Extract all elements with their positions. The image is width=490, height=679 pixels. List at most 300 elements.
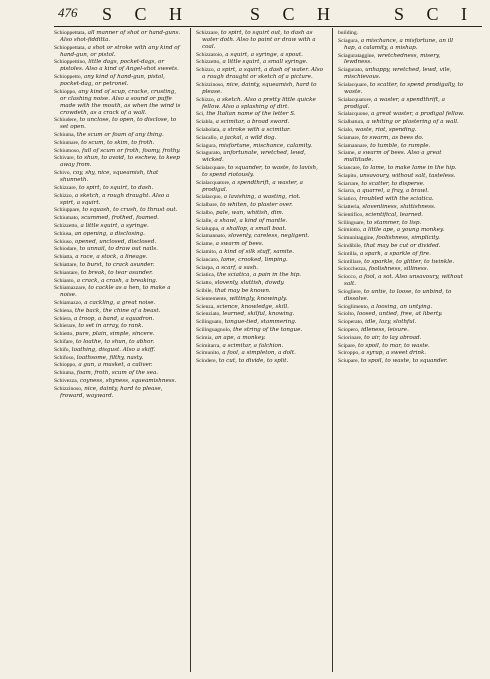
dictionary-entry	[54, 270, 183, 277]
entry-headword: Scimitarra,	[196, 342, 221, 349]
entry-definition: little dags, pocket-dags, or pistoles. Also a kind of Angel-shot sweets.	[60, 59, 179, 73]
dictionary-entry	[196, 119, 325, 126]
running-head-right: S C I	[394, 4, 477, 24]
entry-definition: to swarm, as bees do.	[362, 134, 424, 141]
dictionary-entry	[338, 38, 467, 52]
entry-definition: unsavoury, without salt, tasteless.	[359, 172, 456, 179]
entry-headword: Schiuma,	[54, 132, 75, 139]
entry-headword: Sciabolata,	[196, 126, 221, 133]
dictionary-entry	[196, 30, 325, 51]
entry-definition: scummed, frothed, foamed.	[81, 215, 159, 222]
entry-definition: to scum, to skim, to froth.	[81, 139, 155, 146]
entry-definition: coyness, shyness, squeamishness.	[79, 377, 177, 384]
dictionary-entry	[196, 272, 325, 279]
dictionary-entry	[196, 241, 325, 248]
dictionary-entry	[338, 135, 467, 142]
entry-headword: Sciupare,	[338, 358, 359, 365]
dictionary-entry	[338, 319, 467, 326]
entry-headword: Sciorinare,	[338, 334, 363, 341]
entry-definition: slovenliness, sluttishness.	[362, 203, 436, 210]
entry-headword: Schianto,	[54, 277, 75, 284]
dictionary-entry	[338, 212, 467, 219]
entry-definition: to squash, to crush, to thrust out.	[82, 207, 178, 214]
entry-headword: Scialuppa,	[196, 225, 220, 232]
entry-headword: Scintilla,	[338, 250, 359, 257]
entry-definition: the sciatica, a pain in the hip.	[216, 272, 302, 279]
dictionary-entry	[196, 319, 325, 326]
entry-headword: Schioppetto,	[54, 74, 83, 81]
dictionary-entry	[54, 246, 183, 253]
entry-definition: an ape, a monkey.	[214, 334, 266, 341]
entry-definition: opened, unclosed, disclosed.	[74, 238, 157, 245]
entry-headword: Schietto,	[54, 331, 74, 338]
entry-definition: a shawl, a kind of mantle.	[214, 217, 288, 224]
entry-definition: a crack, a crash, a breaking.	[76, 277, 158, 284]
entry-definition: foolishness, simplicity.	[376, 235, 440, 242]
entry-definition: pure, plain, simple, sincere.	[75, 331, 155, 338]
entry-definition: to spirt, to squirt, to dash.	[78, 184, 154, 191]
dictionary-entry	[338, 358, 467, 365]
entry-headword: Sciatico,	[338, 196, 358, 203]
entry-column-left	[54, 30, 183, 670]
column-divider	[190, 28, 191, 672]
entry-headword: Sciolto,	[338, 311, 356, 318]
dictionary-entry	[196, 97, 325, 111]
entry-definition: to tumble, to rumple.	[370, 142, 431, 149]
dictionary-entry	[338, 119, 467, 126]
dictionary-entry	[54, 347, 183, 354]
entry-definition: to untie, to loose, to unbind, to dissolve.	[344, 288, 452, 302]
dictionary-entry	[338, 350, 467, 357]
entry-headword: Sciancato,	[196, 256, 220, 263]
entry-headword: Scialacquone,	[338, 111, 370, 118]
dictionary-entry	[54, 170, 183, 184]
entry-definition: a shot or stroke with any kind of hand-gun, or pistol.	[60, 44, 180, 58]
entry-headword: Sciocchezza,	[338, 266, 368, 273]
entry-headword: Sciagurataggine,	[338, 52, 376, 59]
dictionary-entry	[338, 343, 467, 350]
entry-definition: loathsome, filthy, nasty.	[76, 354, 144, 361]
entry-definition: slovenly, sluttish, dowdy.	[214, 280, 285, 287]
dictionary-entry	[54, 378, 183, 385]
dictionary-entry	[54, 207, 183, 214]
entry-headword: Sciarra,	[338, 188, 356, 195]
entry-definition: to stammer, to lisp.	[366, 219, 422, 226]
entry-definition: that may be known.	[214, 287, 271, 294]
entry-headword: Sciamare,	[338, 134, 361, 141]
entry-headword: Schierare,	[54, 323, 77, 330]
dictionary-entry	[196, 67, 325, 81]
entry-headword: Schiudere,	[54, 117, 78, 124]
dictionary-entry	[54, 254, 183, 261]
dictionary-entry	[196, 202, 325, 209]
dictionary-entry	[338, 196, 467, 203]
entry-headword: Schivo,	[54, 170, 71, 177]
entry-headword: Schizzare,	[54, 184, 78, 191]
running-head-left: S C H	[102, 4, 192, 24]
entry-definition: scientifical, learned.	[365, 211, 424, 218]
header-rule	[54, 26, 482, 27]
entry-headword: Scialbo,	[196, 210, 215, 216]
entry-definition: lame, crooked, limping.	[220, 256, 288, 263]
entry-definition: the scum or foam of any thing.	[76, 132, 164, 139]
entry-headword: Schiuma,	[54, 370, 75, 377]
entry-headword: Schizzare,	[196, 30, 220, 36]
entry-headword: Sciopero,	[338, 326, 360, 333]
dictionary-entry	[338, 188, 467, 195]
entry-headword: Sciogliere,	[338, 288, 363, 295]
dictionary-entry	[54, 285, 183, 299]
dictionary-entry	[338, 220, 467, 227]
dictionary-entry	[338, 165, 467, 172]
dictionary-entry	[54, 30, 183, 44]
dictionary-entry	[196, 111, 325, 118]
entry-definition: troubled with the sciatica.	[359, 196, 434, 203]
dictionary-entry	[196, 165, 325, 179]
dictionary-entry	[338, 143, 467, 150]
entry-headword: Schiattare,	[54, 261, 78, 268]
dictionary-entry	[338, 67, 467, 81]
entry-definition: science, knowledge, skill.	[216, 303, 289, 310]
dictionary-entry	[54, 278, 183, 285]
dictionary-entry	[196, 127, 325, 134]
entry-definition: the Italian name of the letter S.	[206, 111, 296, 118]
entry-headword: Schiantare,	[54, 269, 80, 276]
entry-definition: a waster, a spendthrift, a prodigal.	[344, 96, 445, 110]
entry-definition: to air, to lay abroad.	[364, 334, 422, 341]
dictionary-entry	[54, 316, 183, 323]
dictionary-entry	[196, 52, 325, 59]
entry-headword: Scindere,	[196, 358, 217, 365]
entry-definition: to spoil, to waste, to squander.	[360, 358, 448, 365]
entry-headword: Scindibile,	[338, 242, 363, 249]
entry-definition: a swarm of bees.	[215, 241, 264, 248]
entry-headword: Scipare,	[338, 342, 357, 349]
dictionary-entry	[338, 289, 467, 303]
dictionary-entry	[338, 127, 467, 134]
entry-headword: Scimiotto,	[338, 227, 362, 234]
entry-headword: Scibile,	[196, 287, 213, 294]
dictionary-entry	[196, 194, 325, 201]
entry-definition: a fool, a simpleton, a dolt.	[222, 350, 296, 357]
dictionary-entry	[338, 259, 467, 266]
entry-headword: Sciancare,	[338, 165, 362, 171]
dictionary-entry	[54, 148, 183, 155]
entry-headword: Sciabla,	[196, 119, 214, 126]
entry-headword: Schiuso,	[54, 238, 74, 245]
entry-definition: to spoil, to mar, to waste.	[357, 342, 430, 349]
entry-definition: a little squirt, a syringe.	[80, 222, 149, 229]
entry-headword: Schioppo,	[54, 362, 77, 369]
dictionary-entry	[54, 117, 183, 131]
entry-headword: Sci,	[196, 111, 205, 118]
entry-definition: that may be cut or divided.	[363, 242, 441, 249]
entry-definition: loosed, untied, free, at liberty.	[357, 311, 443, 318]
entry-headword: Scientemente,	[196, 295, 228, 302]
entry-headword: Scialacquare,	[338, 81, 368, 88]
entry-headword: Scioperato,	[338, 319, 364, 326]
dictionary-entry	[196, 226, 325, 233]
entry-definition: to break, to tear asunder.	[80, 269, 153, 276]
entry-headword: Schiusa,	[54, 230, 73, 237]
entry-headword: Scialbare,	[196, 202, 219, 209]
dictionary-entry	[54, 308, 183, 315]
entry-headword: Schiumato,	[54, 215, 80, 222]
entry-definition: tongue-tied, stammering.	[224, 319, 297, 326]
dictionary-entry	[196, 350, 325, 357]
entry-definition: a squirt, a syringe, a spout.	[225, 51, 303, 58]
entry-definition: a scimitar, a broad sword.	[215, 119, 290, 126]
entry-headword: Sciatica,	[196, 272, 216, 279]
dictionary-entry	[338, 327, 467, 334]
dictionary-entry	[54, 45, 183, 59]
dictionary-entry	[54, 89, 183, 117]
dictionary-entry	[54, 323, 183, 330]
entry-definition: all manner of shot or hand-guns. Also shot-fidditta.	[60, 30, 181, 43]
entry-headword: Sciacallo,	[196, 134, 218, 141]
entry-headword: Sciocco,	[338, 274, 358, 281]
entry-definition: loathing, disgust. Also a skiff.	[71, 346, 156, 353]
entry-definition: a race, a stock, a lineage.	[75, 254, 148, 261]
entry-headword: Sciagurato,	[196, 150, 222, 157]
entry-headword: Scilinguato,	[196, 319, 223, 326]
dictionary-entry	[54, 362, 183, 369]
entry-headword: Schiumare,	[54, 139, 80, 146]
entry-definition: a loosing, an untying.	[371, 303, 433, 310]
entry-headword: Schiatta,	[54, 254, 74, 261]
entry-definition: a spirt, a squirt, a dash of water. Also a rough draught or sketch of a picture.	[202, 67, 324, 81]
entry-definition: nice, dainty, hard to please, froward, wayward.	[60, 385, 163, 399]
entry-headword: Scienza,	[196, 303, 215, 310]
entry-definition: idle, lazy, slothful.	[365, 319, 417, 326]
dictionary-entry	[338, 150, 467, 164]
dictionary-entry	[54, 331, 183, 338]
entry-headword: Schioppettata,	[54, 44, 86, 51]
entry-headword: Sciame,	[196, 241, 214, 248]
entry-headword: Scintillare,	[338, 258, 363, 265]
entry-headword: Scialacquatore,	[196, 179, 231, 186]
dictionary-entry	[338, 111, 467, 118]
page-number: 476	[58, 5, 78, 20]
dictionary-entry	[338, 173, 467, 180]
entry-definition: full of scum or froth, foamy, frothy.	[82, 147, 181, 154]
entry-headword: Sciatto,	[196, 280, 213, 287]
entry-headword: Sciamannare,	[338, 142, 369, 149]
entry-definition: a little squirt, a small syringe.	[222, 59, 308, 66]
dictionary-entry	[54, 300, 183, 307]
entry-headword: Scimunito,	[196, 350, 221, 357]
entry-headword: Sciapito,	[338, 172, 358, 179]
dictionary-entry	[196, 143, 325, 150]
entry-headword: Scimunitaggine,	[338, 235, 375, 242]
entry-definition: learned, skilful, knowing.	[222, 311, 295, 318]
dictionary-entry	[338, 53, 467, 67]
entry-headword: Scilinguare,	[338, 219, 365, 226]
entry-headword: Schiamazzare,	[54, 285, 87, 292]
dictionary-entry	[196, 180, 325, 194]
entry-definition: nice, dainty, squeamish, hard to please.	[202, 81, 317, 95]
entry-headword: Schizzetto,	[196, 59, 221, 66]
entry-headword: Scienziato,	[196, 311, 221, 318]
entry-definition: a kind of silk stuff, samite.	[219, 248, 295, 255]
entry-headword: Schioppettata,	[54, 30, 86, 36]
entry-definition: to sparkle, to glitter, to twinkle.	[364, 258, 455, 265]
dictionary-entry	[338, 30, 467, 37]
entry-definition: unfortunate, wretched, lewd, wicked.	[202, 150, 306, 164]
entry-definition: a sketch, a rough draught. Also a spirt, a squirt.	[60, 192, 170, 206]
entry-definition: coy, shy, nice, squeamish, that shunneth.	[60, 170, 159, 184]
dictionary-entry	[196, 335, 325, 342]
entry-headword: Scialacquare,	[196, 165, 226, 171]
dictionary-entry	[54, 355, 183, 362]
dictionary-entry	[196, 210, 325, 217]
entry-definition: to lame, to make lame in the hip.	[362, 165, 457, 171]
dictionary-entry	[338, 227, 467, 234]
entry-headword: Scialacquo,	[196, 194, 222, 201]
dictionary-entry	[54, 370, 183, 377]
entry-headword: Sciatteria,	[338, 203, 361, 210]
entry-headword: Schizzinoso,	[54, 385, 83, 392]
entry-headword: Schiera,	[54, 315, 73, 322]
entry-headword: Schiuppare,	[54, 207, 81, 214]
entry-headword: Scialacquatore,	[338, 96, 373, 103]
dictionary-entry	[54, 239, 183, 246]
dictionary-entry	[338, 235, 467, 242]
entry-definition: to cackle as a hen, to make a noise.	[60, 285, 171, 299]
entry-headword: Schizzo,	[196, 67, 216, 74]
entry-headword: Schivare,	[54, 155, 75, 162]
entry-headword: Scilinguagnolo,	[196, 326, 232, 333]
entry-definition: a swarm of bees. Also a great multitude.	[344, 150, 442, 164]
entry-headword: Schiumoso,	[54, 147, 81, 154]
dictionary-entry	[54, 339, 183, 346]
entry-definition: to squander, to waste, to lavish, to spend riotously.	[202, 165, 318, 178]
entry-headword: Scialbatura,	[338, 119, 365, 126]
dictionary-entry	[338, 304, 467, 311]
dictionary-entry	[196, 327, 325, 334]
dictionary-entry	[338, 243, 467, 250]
dictionary-entry	[196, 150, 325, 164]
dictionary-entry	[196, 82, 325, 96]
entry-definition: a fool, a sot. Also unsavoury, without salt.	[344, 274, 463, 288]
entry-definition: a great waster, a prodigal fellow.	[371, 111, 465, 118]
dictionary-entry	[196, 280, 325, 287]
dictionary-entry	[196, 296, 325, 303]
entry-definition: a quarrel, a fray, a brawl.	[357, 188, 429, 195]
page-header	[58, 4, 478, 26]
dictionary-entry	[196, 311, 325, 318]
entry-definition: foolishness, silliness.	[368, 266, 429, 273]
entry-headword: Schizzetto,	[54, 222, 79, 229]
dictionary-entry	[338, 82, 467, 96]
entry-definition: a shallop, a small boat.	[221, 225, 287, 232]
entry-headword: building.	[338, 30, 359, 36]
entry-definition: to unclose, to open, to disclose, to set open.	[60, 117, 177, 131]
dictionary-entry	[54, 140, 183, 147]
dictionary-entry	[54, 185, 183, 192]
dictionary-entry	[196, 135, 325, 142]
entry-headword: Schioppettino,	[54, 59, 87, 66]
entry-definition: a syrup, a sweet drink.	[361, 350, 427, 357]
entry-definition: a whiting or plastering of a wall.	[366, 119, 459, 126]
entry-definition: a little ape, a young monkey.	[362, 227, 445, 234]
entry-definition: to spirt, to squirt out, to dash as water doth. Also to paint or draw with a coal.	[202, 30, 316, 50]
dictionary-entry	[196, 343, 325, 350]
entry-definition: the back, the chine of a beast.	[74, 307, 161, 314]
entry-headword: Scioglimento,	[338, 303, 370, 310]
entry-definition: a cackling, a great noise.	[84, 300, 156, 306]
entry-definition: a lavishing, a wasting, riot.	[223, 194, 301, 201]
dictionary-entry	[196, 233, 325, 240]
entry-column-middle	[196, 30, 325, 670]
entry-headword: Sciame,	[338, 150, 356, 157]
entry-headword: Sciroppo,	[338, 350, 360, 357]
entry-definition: to burst, to crack asunder.	[79, 261, 155, 268]
running-head-center: S C H	[250, 4, 340, 24]
entry-definition: a stroke with a scimitar.	[222, 126, 291, 133]
entry-definition: a mischance, a misfortune, an ill hap, a calamity, a mishap.	[344, 37, 454, 51]
entry-headword: Schifoso,	[54, 354, 75, 361]
dictionary-entry	[54, 231, 183, 238]
entry-definition: wittingly, knowingly.	[229, 295, 288, 302]
entry-headword: Scimia,	[196, 334, 213, 341]
entry-headword: Sciamito,	[196, 248, 218, 255]
entry-definition: to loathe, to shun, to abhor.	[75, 338, 155, 345]
dictionary-entry	[338, 251, 467, 258]
entry-definition: to whiten, to plaster over.	[220, 202, 293, 209]
entry-headword: Scientifico,	[338, 211, 364, 218]
entry-definition: unhappy, wretched, lewd, vile, mischievous.	[344, 67, 452, 81]
entry-headword: Schiodare,	[54, 246, 78, 253]
entry-definition: a jackal, a wild dog.	[219, 134, 277, 141]
dictionary-entry	[196, 257, 325, 264]
entry-headword: Sciarrare,	[338, 180, 360, 187]
entry-definition: slovenly, careless, negligent.	[228, 233, 310, 240]
entry-headword: Schivezza,	[54, 377, 79, 384]
entry-headword: Schioppo,	[54, 88, 77, 95]
dictionary-entry	[338, 204, 467, 211]
entry-definition: pale, wan, whitish, dim.	[215, 210, 284, 216]
dictionary-entry	[54, 193, 183, 207]
entry-definition: wretchedness, misery, lewdness.	[344, 52, 441, 66]
entry-definition: a gun, a musket, a caliver.	[78, 362, 153, 369]
dictionary-entry	[196, 304, 325, 311]
dictionary-entry	[196, 265, 325, 272]
entry-headword: Sciagurato,	[338, 67, 364, 74]
entry-definition: to scatter, to spend prodigally, to waste.	[344, 81, 464, 95]
entry-headword: Sciagura,	[338, 37, 359, 44]
dictionary-entry	[54, 262, 183, 269]
dictionary-entry	[196, 288, 325, 295]
dictionary-entry	[338, 335, 467, 342]
dictionary-entry	[54, 59, 183, 73]
entry-headword: Schiamazzo,	[54, 300, 83, 306]
dictionary-entry	[54, 223, 183, 230]
dictionary-entry	[54, 74, 183, 88]
dictionary-entry	[338, 266, 467, 273]
entry-definition: to set in array, to rank.	[78, 323, 144, 330]
entry-definition: an opening, a disclosing.	[74, 230, 145, 237]
dictionary-entry	[338, 181, 467, 188]
entry-definition: waste, riot, spending.	[355, 126, 417, 133]
dictionary-entry	[196, 218, 325, 225]
entry-definition: a spark, a sparkle of fire.	[359, 250, 431, 257]
entry-headword: Scialo,	[338, 126, 354, 133]
entry-definition: idleness, leisure.	[361, 326, 409, 333]
entry-definition: a spendthrift, a waster, a prodigal.	[202, 179, 303, 193]
entry-headword: Schizzatoio,	[196, 51, 224, 58]
dictionary-entry	[54, 132, 183, 139]
